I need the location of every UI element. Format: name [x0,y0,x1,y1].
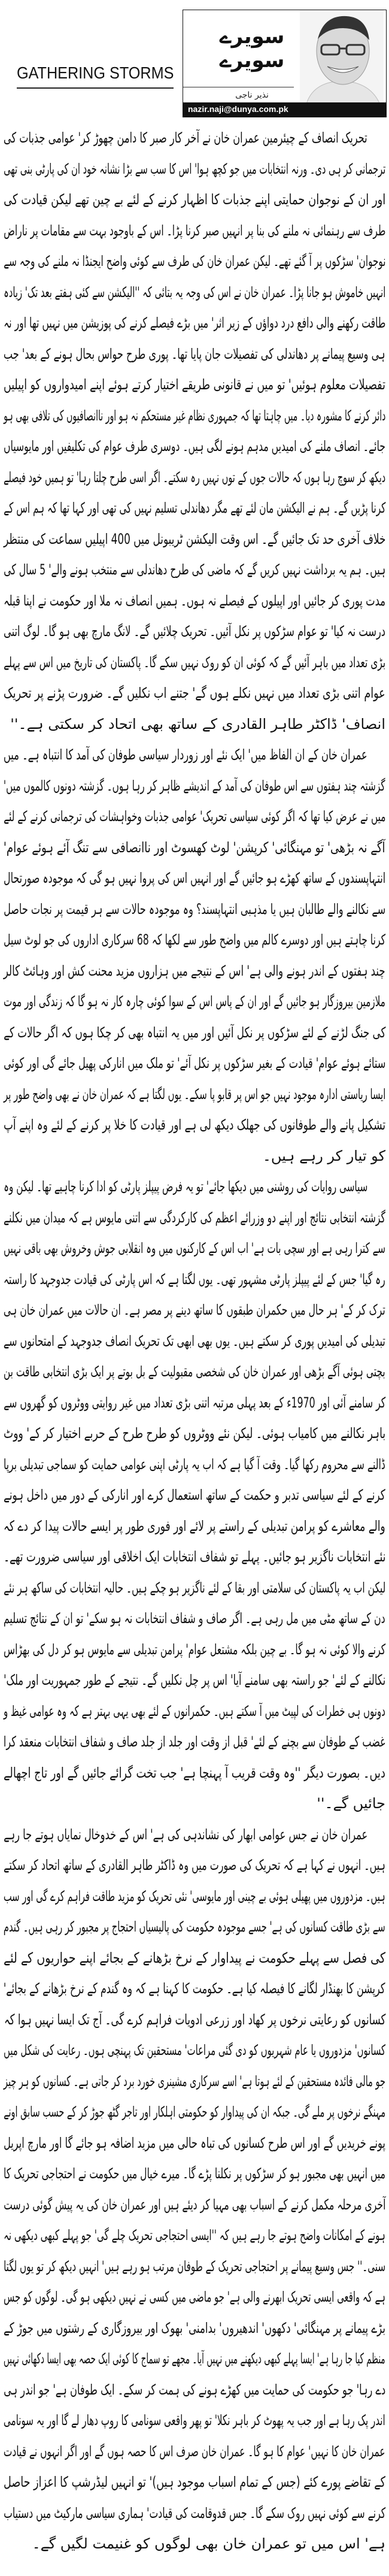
text-line-content: کسانوں کو رعایتی نرخوں پر کھاد اور زرعی ادویات فراہم کرے گی۔ آج تک ایسا نہیں ہوا کہ [4,2011,385,2028]
text-line-content: ترک کر کے' ہر حال میں حکمران طبقوں کا ساتھ دینے پر مصر ہے۔ ان حالات میں عمران خان ہی [4,1301,385,1318]
text-line-content: انہیں خاموش ہو جانا پڑا۔ عمران خان نے اس کی وجہ یہ بتائی کہ ''الیکشن سے کئی ہفتے بعد تک' زیادہ [3,283,385,301]
text-line-content: ستائے ہوئے عوام' قیادت کے بغیر سڑکوں پر نکل آئے' تو ملک میں انارکی پھیل جائے گی اور کوئی [3,1055,385,1071]
text-line-content: سیاسی روایات کی روشنی میں دیکھا جائے' تو یہ فرض پیپلز پارٹی کو ادا کرنا چاہیے تھا۔ لیکن وہ [3,1178,367,1195]
text-line [4,1603,385,1634]
text-line-content: کر سامنے آئی اور 1970ء کے بعد پہلی مرتبہ اتنی بڑی تعداد میں غیر روایتی ووٹروں کو گھروں سے [3,1394,385,1411]
text-line [4,1788,385,1820]
text-line [4,2251,385,2283]
text-line [4,1881,385,1912]
text-line-content: لیکن اب یہ پاکستان کی سلامتی اور بقا کے لئے ناگزیر ہو چکے ہیں۔ حالیہ انتخابات کی ساکھ ہر نئے [3,1579,385,1596]
text-line [4,2344,385,2375]
text-line [4,2097,385,2128]
text-line-content: آگے نہ بڑھی' تو مہنگائی' کرپشن' لوٹ کھسوٹ اور ناانصافی سے تنگ آئے ہوئے عوام' [4,839,385,856]
text-line-content: اور ان کے نوجوان حمایتی اپنے جذبات کا اظہار کرنے کے لئے بے چین تھے لیکن قیادت کی [3,191,385,208]
text-line [4,2498,385,2529]
text-line-content: پونے خریدیں گے اور اس طرح کسانوں کی تباہ حالی میں مزید اضافہ ہو جائے گا اور مارچ اپریل [4,2134,385,2151]
text-line [4,1449,385,1481]
text-line-content: ڈالنے سے محروم رکھا گیا۔ وقت آ گیا ہے کہ اب یہ پارٹی اپنی عوامی حمایت کو سماجی تبدیلی برپا [4,1455,385,1473]
text-line [4,1973,385,2005]
text-line [4,1727,385,1758]
text-line [4,277,385,308]
text-line-content: چند ہفتوں کے اندر ہونے والی ہے' اس کے نتیجے میں ہزاروں مزید محنت کش اور وہائٹ کالر [4,962,385,979]
text-line [4,123,385,154]
text-line-content: تفصیلات معلوم ہوئیں' تو میں نے قانونی طریقے اختیار کرتے ہوئے اپنے امیدواروں کو اپیلیں [4,376,385,393]
text-line-content: دیں۔ بصورت دیگر ''وہ وقت قریب آ پہنچا ہے' جب تخت گرائے جائیں گے اور تاج اچھالے [4,1764,385,1781]
author-email: nazir.naji@dunya.com.pk [188,104,288,114]
text-line [4,370,385,401]
text-line-content: ملازمین بیروزگار ہو جائیں گے اور ان کے پاس اس کے سوا کوئی چارہ کار نہ ہو گا کہ زندگی اور موت [4,993,385,1010]
text-line-content: کرنے سے کوئی نہیں روک سکے گا۔ جس قدوقامت کی قیادت' ہماری سیاسی مارکیٹ میں دستیاب [3,2504,385,2521]
text-line-content: مہنگے نرخوں پر ملے گی۔ جبکہ ان کی پیداوار کو حکومتی اہلکار اور تاجر گٹھ جوڑ کر کے حسب سابق اونے [3,2103,385,2120]
text-line [4,1480,385,1511]
text-line-content: ترجمانی کر ہی دی۔ ورنہ انتخابات میں جو کچھ ہوا' اس کا سب سے بڑا نشانہ خود ان کی پارٹی بنی تھی [3,160,385,177]
text-line [4,1850,385,1881]
text-line [4,1110,385,1141]
text-line-content: غضب کے طوفان سے بچنے کے لئے' قبل از وقت اور جلد از جلد صاف و شفاف انتخابات منعقد کرا [4,1733,385,1750]
text-line [4,2220,385,2251]
text-line-content: میں انہیں بھی مجبور ہو کر سڑکوں پر نکلنا پڑے گا۔ میرے خیال میں حکومت نے احتجاجی تحریک کا [4,2165,385,2182]
text-line-content: طاقت رکھنے والی دافع درد دواؤں کے زیر اثر' میں بڑے فیصلے کرنے کی پوزیشن میں نہیں تھا اور نہ [3,314,385,331]
text-line-content: کے تقاضے پورے کئے (جس کے تمام اسباب موجود ہیں)' تو انہیں لیڈرشپ کا اعزاز حاصل [4,2474,385,2490]
text-line [4,2405,385,2436]
text-line-content: عمران خان کے ان الفاظ میں' ایک نئے اور زوردار سیاسی طوفان کی آمد کا انتباہ ہے۔ میں [4,746,367,763]
text-line-content: باہر نکالنے میں کامیاب ہوئی۔ لیکن نئے ووٹروں کو طرح طرح کے حربے اختیار کر کے' ووٹ [3,1425,385,1442]
text-line [4,2005,385,2036]
text-line-content: منظم کیا جا رہا ہے' ایسا پہلے کبھی دیکھنے میں نہیں آیا۔ مجھے تو سماج کا کوئی ایک حصہ بھی ایسا دکھائی نہیں [4,2350,385,2367]
text-line-content: اندر پک رہا ہے اور جب یہ پھوٹ کر باہر نکلا' تو پھر واقعی سونامی کا روپ دھار لے گا اور یہ سونامی [4,2412,385,2429]
text-line-content: کسانوں' مزدوروں یا عام شہریوں کو دی گئی مراعات' مستحقین تک پہنچی ہوں۔ رعایت کی شکل میں [3,2042,385,2059]
text-line-content: جائے۔ انصاف ملنے کی امیدیں مدہم ہونے لگی ہیں۔ دوسری طرف عوام کی تکلیفیں اور مایوسیاں [4,438,385,455]
text-line-content: عوام اتنی بڑی تعداد میں نہیں نکلے ہوں گے' جتنے اب نکلیں گے۔ ضرورت پڑنے پر تحریک [4,685,385,701]
text-line-content: کرنا چاہتے ہیں اور دوسرے کالم میں واضح طور سے لکھا کہ 68 سرکاری اداروں کی جو لوٹ سیل [3,931,386,948]
text-line-content: تشکیل پانے والے طوفانوں کی جھلک دیکھ لی ہے اور قیادت کا خلا پر کرنے کے لئے وہ اپنے آپ [3,1116,385,1133]
text-line [4,2436,385,2468]
text-line-content: کرنے والا کوئی نہ ہو گا۔ بے چین بلکہ مشتعل عوام' پرامن تبدیلی سے مایوس ہو کر دل کی بھڑاس [3,1640,385,1658]
text-line-content: گزشتہ انتخابی نتائج اور اپنے دو وزرائے اعظم کی کارکردگی سے اتنی مایوس ہے کہ میدان میں نکلنے [4,1209,385,1226]
text-line-content: ہی وسیع پیمانے پر دھاندلی کی تفصیلات جان پایا تھا۔ پوری طرح حواس بحال ہونے کے بعد' جب [4,345,385,362]
text-line-content: دے رہا' جو حکومت کی حمایت میں کھڑے ہونے کی ہمت کر سکے۔ ایک طوفان ہے' جو اندر ہی [3,2381,385,2398]
text-line-content: تبدیلی کی امیدیں پوری کر سکتے ہیں۔ یوں بھی ابھی تک تحریک انصاف جدوجہد کے امتحانوں سے [4,1332,385,1349]
paragraph [4,740,385,1172]
text-line-content: عمران خان کا نہیں' عوام کا ہو گا۔ عمران خان صرف اس کا حصہ ہوں گے اور اگر انہوں نے قیادت [4,2442,385,2460]
text-line [4,1511,385,1542]
title-underline [17,87,174,89]
text-line-content: کو تیار کر رہے ہیں۔ [262,1147,385,1164]
text-line-content: کی جنگ لڑنے کے لئے سڑکوں پر نکل آئیں اور میں یہ انتباہ بھی کر چکا ہوں کہ اگر حالات کے [3,1024,385,1041]
text-line [4,308,385,339]
text-line-content: دیکھ کر سوچ رہا ہوں کہ حالات جوں کے توں نہیں رہ سکتے۔ اگر اسی طرح چلتا رہا' تو ہمیں خود فیصلے [3,468,385,486]
text-line [4,833,385,864]
text-line [4,678,385,709]
text-line [4,1264,385,1295]
text-line-content: کرپشن کا بھنڈار لگانے کا فیصلہ کیا ہے۔ حکومت کا کہنا ہے کہ وہ گندم کے نرخ بڑھانے کے بجائے' [4,1980,385,1997]
text-line-content: درست نہ کیا' تو عوام سڑکوں پر نکل آئیں۔ تحریک چلائیں گے۔ لانگ مارچ بھی ہو گا۔ لوگ اتنی [3,623,385,640]
text-line-content: دن کے ساتھ مٹی میں مل رہی ہے۔ اگر صاف و شفاف انتخابات نہ ہو سکے' تو ان کے نتائج تسلیم [4,1610,385,1627]
text-line [4,1820,385,1851]
text-line [4,2190,385,2221]
text-line [4,586,385,617]
text-line-content: مدت پوری کر جائیں اور اپیلوں کے فیصلے نہ ہوں۔ ہمیں انصاف نہ ملا اور حکومت نے اپنا قبلہ [4,592,385,609]
text-line [4,462,385,494]
text-line-content: ہیں۔ مزدوروں میں پھیلی ہوئی بے چینی اور مایوسی' نئی تحریک کو مزید طاقت فراہم کرے گی اور سب [4,1887,385,1905]
text-line-content: والے معاشرے کو پرامن تبدیلی کے راستے پر لائے اور فوری طور پر ایسے حالات پیدا کر دے کہ [4,1517,385,1534]
text-line [4,154,385,185]
text-line [4,1233,385,1264]
text-line-content: ہے کہ واقعی ایسی تحریک ابھرنے والی ہے' جو ماضی میں کسی نے نہیں دیکھی ہو گی۔ لوگوں کو جس [4,2289,385,2305]
text-line [4,1357,385,1388]
column-title: GATHERING STORMS [17,63,174,82]
text-line [4,246,385,277]
text-line [4,801,385,833]
text-line-content: میں نے عرض کیا تھا کہ اگر کوئی سیاسی تحریک' عوامی جذبات وخواہشات کی ترجمانی کرنے کے لئے [3,808,385,825]
text-line-content: جائیں گے۔'' [317,1795,385,1812]
paragraph [4,123,385,740]
text-line-content: رہ گیا' جس کے لئے پیپلز پارٹی مشہور تھی۔ یوں لگتا ہے کہ اس پارٹی کی قیادت جدوجہد کا راستہ [4,1270,385,1288]
column-name-logo: سویرے سویرے [219,25,285,72]
text-line-content: دونوں ہی خطرات کی لپیٹ میں آ سکتے ہیں۔ حکمرانوں کے لئے بھی یہی بہتر ہے کہ وہ عوامی غیظ و [4,1702,385,1720]
text-line-content: نوجوان' سڑکوں پر آ گئے تھے۔ لیکن عمران خان کی طرف سے کوئی واضح ایجنڈا نہ ملنے کی وجہ سے [3,253,385,270]
text-line-content: عمران خان نے جس عوامی ابھار کی نشاندہی کی ہے' اس کے خدوخال نمایاں ہوتے جا رہے [3,1826,367,1843]
text-line-content: ہونے کے امکانات واضح ہوتے جا رہے ہیں کہ ''ایسی احتجاجی تحریک چلے گی' جو پہلے کبھی دیکھی نہ [4,2227,385,2244]
text-line [4,1018,385,1049]
text-line-content: سے بڑی طاقت کسانوں کی ہے' جسے موجودہ حکومت کی پالیسیاں احتجاج پر مجبور کر رہی ہیں۔ گندم [4,1918,385,1935]
text-line [4,216,385,247]
text-line [4,925,385,956]
text-line-content: بڑے پیمانے پر مہنگائی' دکھوں' اندھیروں' بدامنی' بھوک اور بیروزگاری کے رشتوں میں جوڑ کے [4,2319,385,2336]
text-line [4,1542,385,1573]
text-line [4,2066,385,2097]
text-line [4,1943,385,1974]
text-line-content: انتہاپسندوں کے ساتھ کھڑے ہو جائیں گے اور انہیں اس کی پروا نہیں ہو گی کہ موجودہ صورتحال [3,870,385,886]
text-line [4,2128,385,2159]
text-line-content: جو مالی فائدہ مستحقین کے لئے ہوتا ہے' اسے سرکاری مشینری خورد برد کر جاتی ہے۔ کسانوں کو ہر چیز [4,2072,385,2090]
text-line-content: بچتی ہوئی آگے بڑھی اور عمران خان کی شخصی مقبولیت کے بل بوتے پر ایک بڑی انتخابی طاقت بن [4,1363,385,1380]
column-header [0,0,389,123]
text-line [4,1665,385,1696]
text-line-content: سے نکالنے والے طالبان ہیں یا مذہبی انتہاپسند؟ وہ موجودہ حالات سے ہر قیمت پر نجات حاصل [3,900,385,918]
text-line-content: کی فصل سے پہلے حکومت نے پیداوار کے نرخ بڑھانے کے بجائے اپنے حواریوں کے لئے [3,1949,385,1966]
text-line [4,956,385,987]
text-line-content: کرنا پڑیں گے۔ ہم نے الیکشن مان لئے تھے مگر دھاندلی تسلیم نہیں کی تھی اور کہا تھا کہ ہم اس کے [3,500,385,516]
text-line [4,524,385,555]
text-line [4,1048,385,1079]
text-line-content: سے کترا رہی ہے اور سچی بات ہے' اب اس کے کارکنوں میں وہ انقلابی جوش وخروش بھی باقی نہیں [3,1240,385,1257]
text-line-content: انصاف' ڈاکٹر طاہر القادری کے ساتھ بھی اتحاد کر سکتی ہے۔'' [10,715,385,732]
text-line [4,184,385,216]
byline-box [183,10,387,117]
text-line-content: بڑی تعداد میں باہر آئیں گے کہ کوئی ان کو روک نہیں سکے گا۔ پاکستان کی تاریخ میں اس سے پہلے [3,653,385,671]
text-line [4,894,385,925]
text-line-content: ہیں۔ انہوں نے کہا ہے کہ تحریک کی صورت میں وہ ڈاکٹر طاہر القادری کے ساتھ اتحاد کر سکتے [4,1857,385,1873]
text-line [4,863,385,894]
text-line [4,2375,385,2406]
text-line [4,1418,385,1449]
text-line [4,1203,385,1234]
text-line [4,616,385,647]
text-line [4,1696,385,1727]
text-line [4,771,385,802]
text-line-content: نکالنے کے لئے' جو راستہ بھی سامنے آیا' اس پر چل نکلیں گے۔ نتیجے کے طور جمہوریت اور ملک' [3,1672,385,1688]
text-line [4,2529,385,2560]
text-line-content: تحریک انصاف کے چیئرمین عمران خان نے آخر کار صبر کا دامن چھوڑ کر' عوامی جذبات کی [4,129,367,146]
text-line [4,1141,385,1172]
text-line [4,647,385,679]
text-line [4,2035,385,2066]
text-line [4,401,385,432]
text-line-content: نئے انتخابات ناگزیر ہو جائیں۔ پہلے تو شفاف انتخابات ایک اخلاقی اور سیاسی ضرورت تھے۔ [3,1548,385,1565]
text-line-content: گزشتہ چند ہفتوں سے اس طوفان کی آمد کے اندیشے ظاہر کر رہا ہوں۔ گزشتہ دونوں کالموں میں' [4,777,385,794]
text-line-content: طرف سے رہنمائی نہ ملنے کی بنا پر انہیں صبر کرنا پڑا۔ اس کے باوجود بہت سے مقامات پر ناراض [3,222,385,239]
text-line [4,1326,385,1357]
text-line [4,1758,385,1789]
text-line [4,1912,385,1943]
text-line-content: ایسا ریاستی ادارہ موجود نہیں جو اس پر قابو پا سکے۔ یوں لگتا ہے کہ عمران خان نے بھی واضح طور پر [3,1085,385,1103]
text-line [4,2282,385,2313]
text-line-content: ہے' اس میں تو عمران خان بھی لوگوں کو غنیمت لگیں گے۔ [32,2535,385,2552]
text-line [4,555,385,586]
text-line [4,2159,385,2190]
text-line [4,1388,385,1419]
text-line [4,431,385,462]
text-line [4,493,385,524]
text-line-content: خلاف آخری حد تک جائیں گے۔ اس وقت الیکشن ٹریبونل میں 400 اپیلیں سماعت کی منتظر [3,530,385,547]
text-line [4,1172,385,1203]
text-line-content: دائر کرنے کا مشورہ دیا۔ میں چاہتا تھا کہ جمہوری نظام غیر مستحکم نہ ہو اور ناانصافیوں کی تلافی بھی ہو [3,407,385,424]
author-photo [300,10,384,106]
text-line [4,740,385,771]
email-bar [183,102,386,117]
text-line-content: ہیں۔ ہم یہ برداشت نہیں کریں گے کہ ماضی کی طرح دھاندلی سے منتخب ہونے والے' 5 سال کی [3,561,386,578]
text-line [4,709,385,740]
text-line [4,1634,385,1666]
text-line [4,1295,385,1326]
paragraph [4,1172,385,1820]
author-name: نذیر ناجی [235,90,269,100]
text-line-content: کرنے کے لئے سیاسی تدبر و حکمت کے ساتھ استعمال کرے اور انارکی کے دور میں داخل ہونے [4,1487,385,1503]
text-line [4,986,385,1018]
text-line [4,339,385,370]
text-line [4,1573,385,1604]
text-line [4,2313,385,2344]
text-line [4,1079,385,1110]
text-line [4,2467,385,2498]
paragraph [4,1820,385,2560]
article-body [4,123,385,2560]
text-line-content: سنی۔'' جس وسیع پیمانے پر احتجاجی تحریک کے طوفان مرتب ہو رہے ہیں' انہیں دیکھ کر تو یوں لگتا [3,2257,385,2275]
text-line-content: آخری مرحلہ مکمل کرنے کے اسباب بھی مہیا کر دیئے ہیں اور عمران خان کی یہ پیش گوئی درست [3,2196,385,2213]
